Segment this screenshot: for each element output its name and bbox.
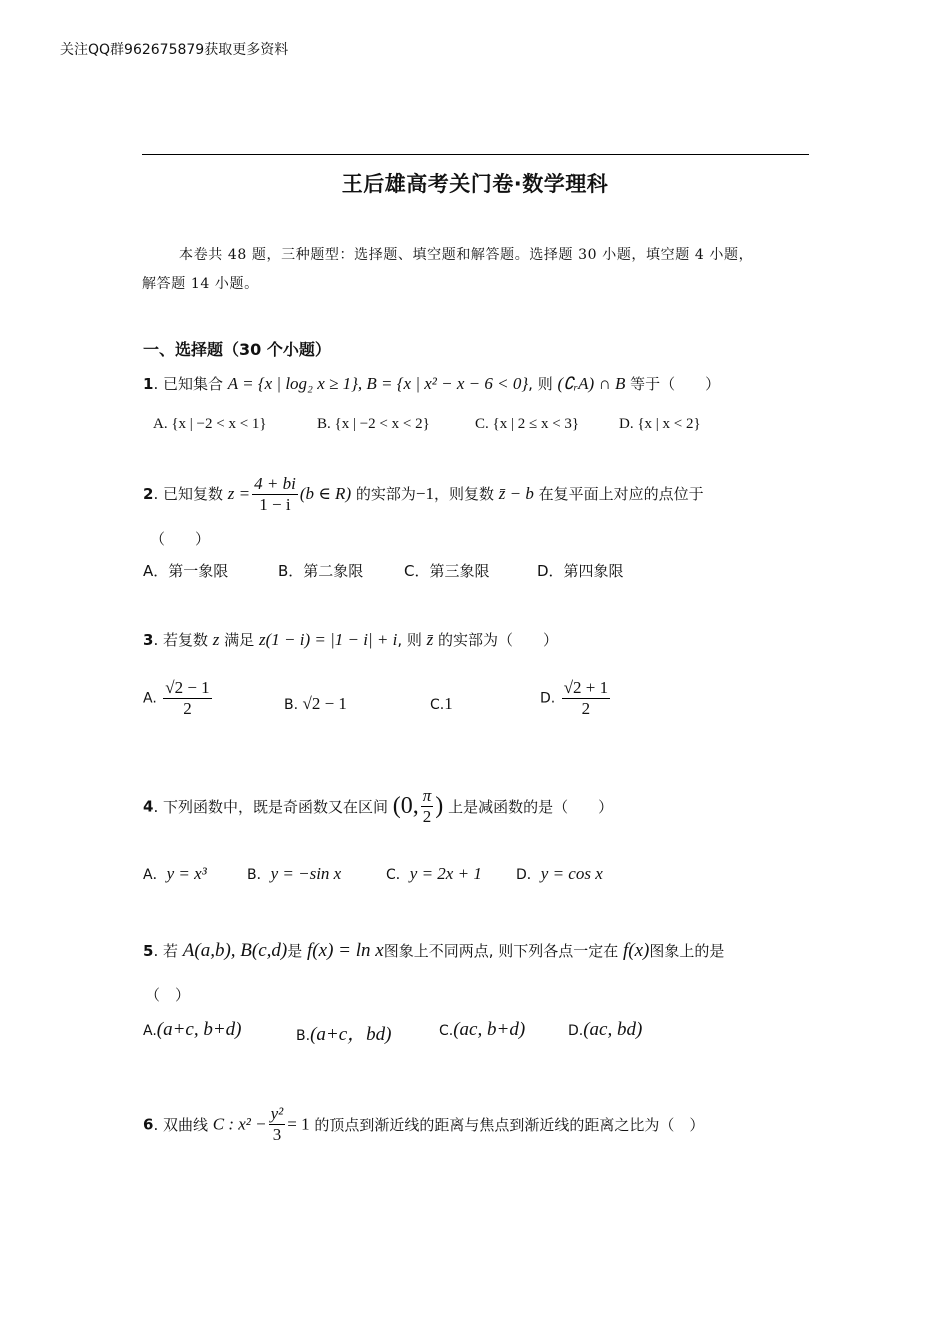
math-expression: f(x) = ln x [307, 940, 384, 961]
question-number: 3 [143, 631, 154, 649]
question-stem: . 下列函数中，既是奇函数又在区间 [153, 798, 388, 816]
math-expression: −1 [415, 484, 434, 503]
fraction: $\frac{\pi}{2}$ [422, 786, 432, 826]
fraction: $\frac{\text{y²}}{3}$ [270, 1104, 284, 1144]
math-expression: (0, [392, 793, 419, 819]
math-expression: f(x) [623, 940, 650, 961]
option-2b: B．第二象限 [278, 562, 364, 580]
question-stem: . 若复数 [153, 631, 208, 649]
intro-line-1: 本卷共 48 题，三种题型：选择题、填空题和解答题。选择题 30 小题，填空题 4 小题， [179, 247, 754, 263]
option-1a: A. {x | −2 < x < 1} [153, 416, 267, 432]
question-4 [143, 786, 613, 827]
option-4a: A．y = x³ [143, 864, 207, 883]
header-note: 关注QQ群962675879获取更多资料 [60, 42, 289, 58]
math-expression: ) [435, 793, 444, 819]
question-number: 1 [143, 375, 154, 393]
math-expression: (b ∈ R) [299, 484, 352, 503]
question-stem: 的顶点到渐近线的距离与焦点到渐近线的距离之比为（ ） [314, 1116, 705, 1134]
option-2a: A．第一象限 [143, 562, 229, 580]
option-4c: C．y = 2x + 1 [386, 864, 482, 883]
question-number: 2 [143, 485, 154, 503]
question-stem: 在复平面上对应的点位于 [538, 485, 704, 503]
question-3 [143, 629, 558, 650]
math-expression: z = [227, 484, 251, 503]
question-2-paren: （ ） [150, 530, 211, 548]
question-stem: 是 [287, 942, 303, 960]
option-5a: A.(a+c, b+d) [143, 1019, 242, 1040]
question-stem: 等于（ ） [630, 375, 721, 393]
option-3a: A. $\frac{√2 - 1}{2}$ [143, 678, 210, 718]
question-stem: , 则 [528, 375, 553, 393]
option-2d: D．第四象限 [537, 562, 624, 580]
fraction: $\frac{√2 + 1}{2}$ [563, 678, 609, 718]
question-2 [143, 474, 704, 515]
option-4b: B．y = −sin x [247, 864, 342, 883]
math-expression: z̄ − b [498, 484, 534, 503]
question-5 [143, 940, 724, 962]
math-expression: = 1 [287, 1114, 310, 1134]
math-expression: z [212, 630, 220, 649]
option-3b: B. √2 − 1 [284, 694, 347, 713]
math-expression: z(1 − i) = |1 − i| + i [258, 630, 398, 649]
option-5c: C.(ac, b+d) [439, 1019, 526, 1040]
question-number: 6 [143, 1115, 154, 1134]
top-rule [142, 154, 809, 155]
question-stem: 图象上的是 [649, 942, 725, 960]
math-expression: A = {x | log₂ x ≥ 1}, B = {x | x² − x − 6 < 0} [227, 374, 529, 393]
option-1d: D. {x | x < 2} [619, 416, 701, 432]
page-title: 王后雄高考关门卷·数学理科 [341, 172, 609, 196]
option-5d: D.(ac, bd) [568, 1019, 643, 1040]
question-stem: 满足 [224, 631, 255, 649]
question-5-paren: （ ） [145, 986, 191, 1004]
question-stem: 的实部为（ ） [438, 631, 559, 649]
fraction: $\frac{√2 - 1}{2}$ [165, 678, 210, 718]
section-heading: 一、选择题（30 个小题） [143, 340, 331, 359]
question-stem: 图象上不同两点, 则下列各点一定在 [383, 942, 619, 960]
option-3d: D. $\frac{√2 + 1}{2}$ [540, 678, 609, 718]
question-stem: ，则复数 [434, 485, 495, 503]
question-stem: . 已知集合 [153, 375, 223, 393]
option-2c: C．第三象限 [404, 562, 490, 580]
question-stem: . 已知复数 [153, 485, 223, 503]
math-expression: z̄ [426, 630, 434, 649]
fraction: $\frac{4 + bi}{1 - i}$ [254, 474, 296, 514]
question-stem: . 双曲线 [153, 1116, 208, 1134]
intro-line-2: 解答题 14 小题。 [142, 276, 259, 292]
math-expression: C : x² − [212, 1114, 267, 1134]
option-5b: B.(a+c，bd) [296, 1024, 392, 1045]
option-1b: B. {x | −2 < x < 2} [317, 416, 430, 432]
option-1c: C. {x | 2 ≤ x < 3} [475, 416, 580, 432]
option-4d: D．y = cos x [516, 864, 603, 883]
question-stem: 上是减函数的是（ ） [448, 798, 614, 816]
math-expression: (∁ᵣA) ∩ B [557, 374, 626, 393]
option-3c: C.1 [430, 694, 453, 713]
question-number: 5 [143, 942, 154, 960]
question-stem: . 若 [153, 942, 178, 960]
question-stem: , 则 [397, 631, 422, 649]
math-expression: A(a,b), B(c,d) [182, 940, 288, 961]
question-6 [143, 1104, 704, 1145]
question-stem: 的实部为 [355, 485, 416, 503]
question-number: 4 [143, 797, 154, 816]
question-1 [143, 373, 720, 394]
